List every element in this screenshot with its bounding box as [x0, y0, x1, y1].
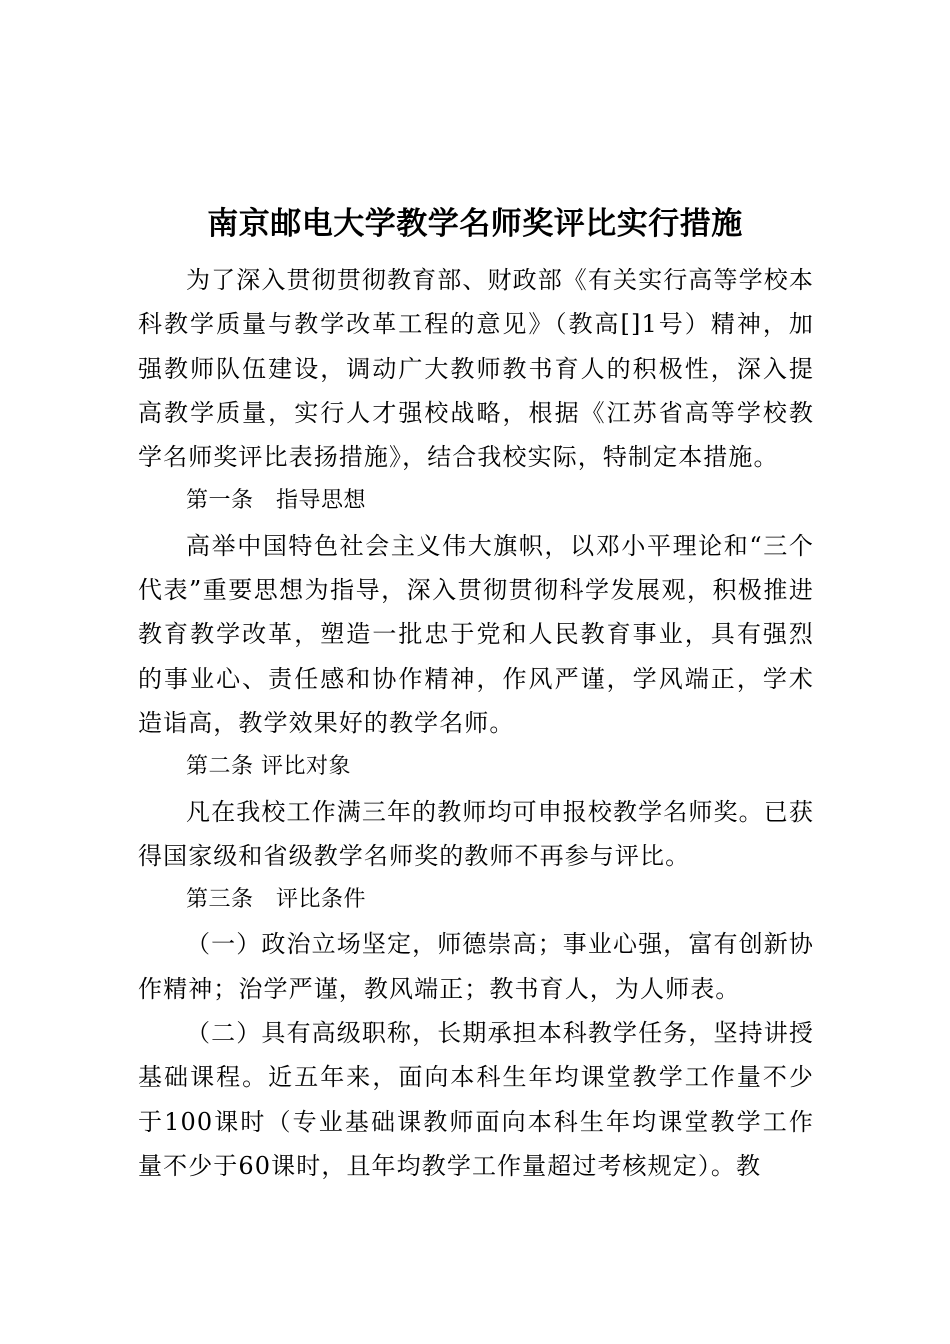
document-title: 南京邮电大学教学名师奖评比实行措施 [207, 205, 743, 242]
document-body [138, 258, 814, 1188]
intro-paragraph: 为了深入贯彻贯彻教育部、财政部《有关实行高等学校本科教学质量与教学改革工程的意见》（教高[]1号）精神，加强教师队伍建设，调动广大教师教书育人的积极性，深入提高教学质量，实行人才强校战略，根据《江苏省高等学校教学名师奖评比表扬措施》，结合我校实际，特制定本措施。 [138, 266, 814, 472]
article-3-heading: 第三条 评比条件 [186, 887, 367, 913]
article-2-text: 凡在我校工作满三年的教师均可申报校教学名师奖。已获得国家级和省级教学名师奖的教师不再参与评比。 [138, 797, 814, 870]
article-1-heading: 第一条 指导思想 [186, 488, 367, 514]
article-3-item-2: （二）具有高级职称，长期承担本科教学任务，坚持讲授基础课程。近五年来，面向本科生年均课堂教学工作量不少于100课时（专业基础课教师面向本科生年均课堂教学工作量不少于60课时，且年均教学工作量超过考核规定）。教 [138, 1019, 814, 1180]
article-1-text: 高举中国特色社会主义伟大旗帜，以邓小平理论和“三个代表”重要思想为指导，深入贯彻贯彻科学发展观，积极推进教育教学改革，塑造一批忠于党和人民教育事业，具有强烈的事业心、责任感和协作精神，作风严谨，学风端正，学术造诣高，教学效果好的教学名师。 [138, 531, 814, 737]
article-2-heading: 第二条 评比对象 [186, 754, 351, 780]
article-3-item-1: （一）政治立场坚定，师德崇高；事业心强，富有创新协作精神；治学严谨，教风端正；教书育人，为人师表。 [138, 930, 814, 1003]
